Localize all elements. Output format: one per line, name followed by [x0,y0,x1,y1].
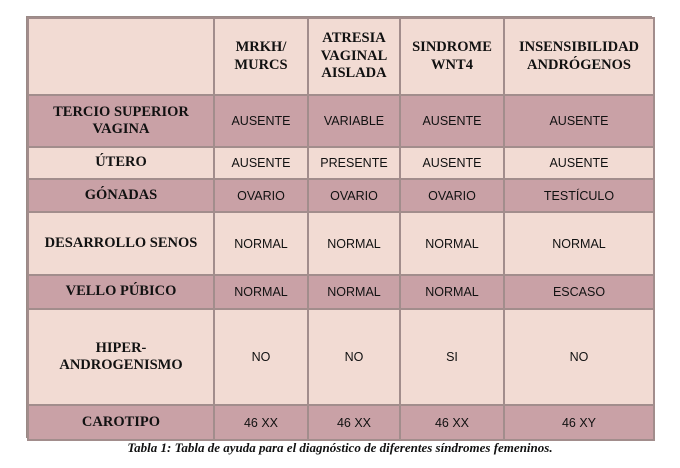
value-cell: AUSENTE [400,147,504,179]
value-cell: TESTÍCULO [504,179,654,212]
value-cell: 46 XX [400,405,504,440]
value-cell: AUSENTE [214,95,308,147]
table-row [28,147,654,179]
row-label-cell [28,405,214,440]
value-cell: VARIABLE [308,95,400,147]
header-label: ATRESIA VAGINAL AISLADA [320,30,388,82]
value-cell: AUSENTE [504,95,654,147]
row-label-cell [28,309,214,405]
value-cell: OVARIO [308,179,400,212]
row-label: VELLO PÚBICO [65,283,177,300]
value-cell: AUSENTE [400,95,504,147]
row-label-cell [28,212,214,275]
header-corner-cell [28,18,214,95]
value-cell: NORMAL [400,212,504,275]
value-cell: AUSENTE [504,147,654,179]
value-cell: OVARIO [214,179,308,212]
diagnosis-table-container [26,16,652,438]
table-row [28,212,654,275]
value-cell: NORMAL [400,275,504,309]
row-label-cell [28,275,214,309]
value-cell: ESCASO [504,275,654,309]
diagnosis-table [27,17,655,441]
row-label-cell [28,147,214,179]
value-cell: 46 XX [214,405,308,440]
value-cell: NORMAL [214,212,308,275]
value-cell: 46 XY [504,405,654,440]
row-label: TERCIO SUPERIOR VAGINA [53,103,189,137]
row-label: ÚTERO [95,154,147,171]
header-cell-insensibilidad [504,18,654,95]
caption-prefix: Tabla 1 [127,440,168,455]
value-cell: NORMAL [308,275,400,309]
row-label: HIPER- ANDROGENISMO [59,339,183,373]
header-label: MRKH/ MURCS [234,39,288,73]
value-cell: NO [504,309,654,405]
header-cell-wnt4 [400,18,504,95]
table-row [28,95,654,147]
value-cell: NORMAL [214,275,308,309]
table-row [28,309,654,405]
caption-text: : Tabla de ayuda para el diagnóstico de diferentes síndromes femeninos. [167,440,553,455]
header-cell-mrkh [214,18,308,95]
table-caption [0,440,680,456]
header-label: SINDROME WNT4 [412,39,492,73]
table-row [28,405,654,440]
value-cell: 46 XX [308,405,400,440]
value-cell: NORMAL [504,212,654,275]
header-cell-atresia [308,18,400,95]
table-row [28,179,654,212]
header-label: INSENSIBILIDAD ANDRÓGENOS [518,39,640,73]
row-label: DESARROLLO SENOS [44,234,198,251]
row-label: CAROTIPO [81,413,161,430]
value-cell: NORMAL [308,212,400,275]
value-cell: OVARIO [400,179,504,212]
value-cell: AUSENTE [214,147,308,179]
table-header-row [28,18,654,95]
value-cell: NO [308,309,400,405]
row-label-cell [28,95,214,147]
table-row [28,275,654,309]
value-cell: PRESENTE [308,147,400,179]
value-cell: NO [214,309,308,405]
value-cell: SI [400,309,504,405]
row-label: GÓNADAS [84,186,158,203]
row-label-cell [28,179,214,212]
